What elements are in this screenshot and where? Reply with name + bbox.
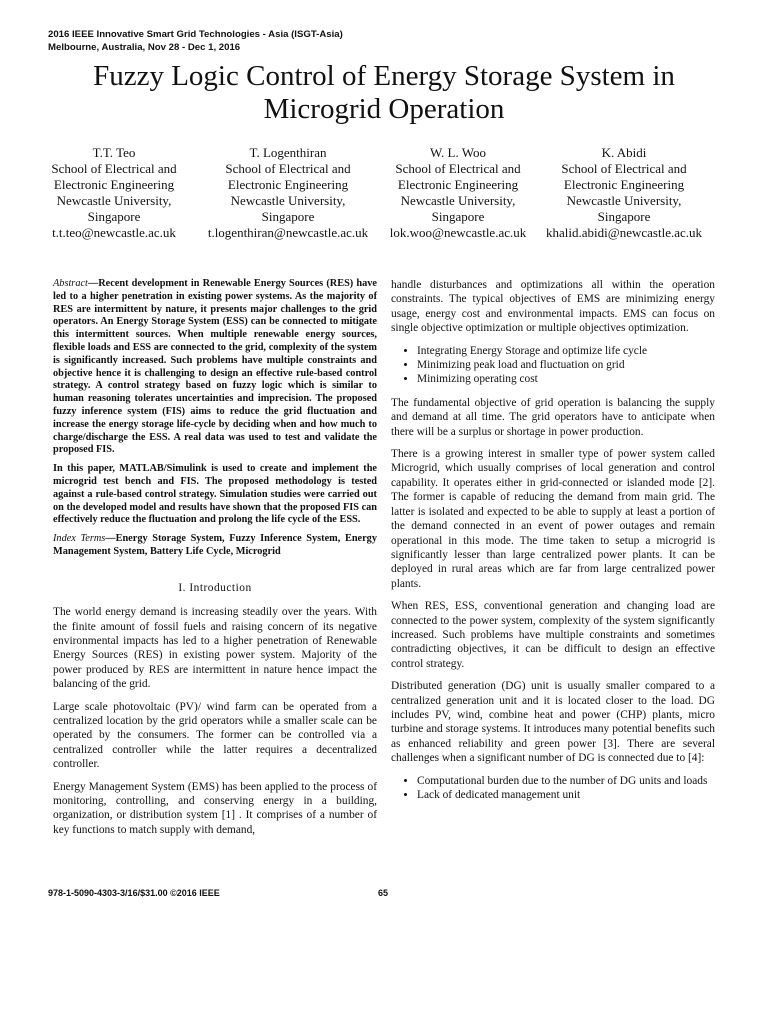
paper-title — [0, 60, 768, 126]
index-terms — [53, 533, 377, 559]
author-affiliation: Electronic Engineering — [53, 177, 175, 192]
author-email: khalid.abidi@newcastle.ac.uk — [546, 225, 702, 240]
author-affiliation: School of Electrical and — [225, 161, 351, 176]
index-terms-text: —Energy Storage System, Fuzzy Inference System, Energy Management System, Battery Life Cycle, Microgrid — [53, 533, 377, 557]
title-line-1: Fuzzy Logic Control of Energy Storage System in — [93, 60, 675, 92]
author-affiliation: Newcastle University, — [230, 193, 346, 208]
author-affiliation: Electronic Engineering — [397, 177, 519, 192]
author-email: t.t.teo@newcastle.ac.uk — [52, 225, 176, 240]
abstract-text: —Recent development in Renewable Energy Sources (RES) have led to a higher penetration in existing power systems. As the majority of RES are intermittent by nature, it presents major challenges to the grid operators. An Energy Storage System (ESS) can be connected to mitigate this intermittent sources. When multiple renewable energy sources, flexible loads and ESS are connected to the grid, complexity of the system is significantly increased. Such problems have multiple constraints and objective hence it is challenging to design an effective rule-based control strategy. A control strategy based on fuzzy logic which is similar to human reasoning tolerates uncertainties and imprecision. The proposed fuzzy inference system (FIS) aims to reduce the grid fluctuation and increase the energy storage life-cycle by deciding when and how much to charge/discharge the ESS. A real data was used to test and validate the proposed FIS. — [53, 278, 377, 456]
author-email: lok.woo@newcastle.ac.uk — [389, 225, 527, 240]
author-affiliation: Newcastle University, — [566, 193, 682, 208]
abstract-label: Abstract — [53, 278, 88, 289]
author-name: T.T. Teo — [92, 145, 136, 160]
author-affiliation: Singapore — [597, 209, 651, 224]
page-number: 65 — [378, 888, 389, 898]
author-affiliation: Singapore — [87, 209, 141, 224]
footer-isbn: 978-1-5090-4303-3/16/$31.00 ©2016 IEEE — [48, 888, 220, 898]
author-2 — [198, 145, 378, 241]
left-column — [53, 278, 377, 845]
section-heading-introduction: I. Introduction — [178, 581, 252, 594]
right-paragraph-1: handle disturbances and optimizations all within the operation constraints. The typical objectives of EMS are minimizing energy usage, energy cost and environmental impacts. EMS can focus on single objective optimization or multiple objectives optimization. — [391, 279, 715, 335]
abstract-paragraph-2: In this paper, MATLAB/Simulink is used to create and implement the microgrid test bench and FIS. The proposed methodology is tested against a rule-based control strategy. Simulation studies were carried out on the developed model and results have shown that the proposed FIS can effectively reduce the fluctuation and prolong the life cycle of the ESS. — [53, 463, 378, 526]
author-affiliation: Newcastle University, — [400, 193, 516, 208]
author-name: W. L. Woo — [429, 145, 486, 160]
list-item: • Integrating Energy Storage and optimize life cycle — [417, 344, 715, 358]
dg-challenges-list — [391, 774, 715, 803]
list-item: • Minimizing peak load and fluctuation on grid — [417, 358, 715, 372]
author-email: t.logenthiran@newcastle.ac.uk — [207, 225, 369, 240]
author-affiliation: Singapore — [431, 209, 485, 224]
author-name: K. Abidi — [601, 145, 647, 160]
list-item: • Minimizing operating cost — [417, 372, 715, 386]
list-item: • Lack of dedicated management unit — [417, 788, 715, 802]
author-affiliation: School of Electrical and — [51, 161, 177, 176]
author-affiliation: Singapore — [261, 209, 315, 224]
list-item: • Computational burden due to the number of DG units and loads — [417, 774, 715, 788]
author-affiliation: Electronic Engineering — [563, 177, 685, 192]
conference-header — [48, 29, 343, 54]
right-paragraph-4: When RES, ESS, conventional generation and changing load are connected to the power system, complexity of the system significantly increased. Such problems have multiple constraints and sometimes contradicting objectives, it can be difficult to design an effective control strategy. — [391, 600, 715, 670]
index-terms-label: Index Terms — [53, 533, 106, 545]
author-name: T. Logenthiran — [249, 145, 327, 160]
ems-objectives-list — [391, 344, 715, 387]
title-line-2: Microgrid Operation — [263, 93, 505, 125]
intro-paragraph-1: The world energy demand is increasing steadily over the years. With the finite amount of fossil fuels and raising concern of its negative environmental impacts has led to a higher penetration of Renewable Energy Sources (RES) in existing power system. Majority of the power produced by RES are intermittent in nature hence impact the balancing of the grid. — [53, 606, 377, 691]
abstract — [53, 278, 377, 457]
conference-line-2: Melbourne, Australia, Nov 28 - Dec 1, 2016 — [48, 41, 241, 53]
right-paragraph-5: Distributed generation (DG) unit is usually smaller compared to a centralized generation unit and it is located closer to the load. DG includes PV, wind, combine heat and power (CHP) plants, micro turbine and storage systems. It introduces many potential benefits such as enhanced reliability and green power [3]. There are several challenges when a significant number of DG is connected due to [4]: — [391, 680, 715, 765]
author-affiliation: Newcastle University, — [56, 193, 172, 208]
author-3 — [368, 145, 548, 241]
right-paragraph-3: There is a growing interest in smaller type of power system called Microgrid, which usually comprises of local generation and control capability. It operates either in grid-connected or islanded mode [2]. The former is capable of reducing the demand from main grid. The latter is isolated and expected to be able to supply at least a portion of the demand connected in an event of power outages and remain operational in this mode. The time taken to setup a microgrid is significantly lesser than large centralized power plants. It can be deployed in rural areas which are far from large centralized power plants. — [391, 448, 715, 590]
author-4 — [534, 145, 714, 241]
author-affiliation: School of Electrical and — [395, 161, 521, 176]
intro-paragraph-3: Energy Management System (EMS) has been applied to the process of monitoring, controlling, and conserving energy in a building, organization, or distribution system [1] . It comprises of a number of key functions to match supply with demand, — [53, 780, 377, 836]
right-paragraph-2: The fundamental objective of grid operation is balancing the supply and demand at all time. The grid operators have to anticipate when there will be a surplus or shortage in power production. — [391, 396, 715, 438]
right-column — [391, 278, 715, 811]
conference-line-1: 2016 IEEE Innovative Smart Grid Technologies - Asia (ISGT-Asia) — [48, 29, 343, 40]
author-affiliation: Electronic Engineering — [227, 177, 349, 192]
intro-paragraph-2: Large scale photovoltaic (PV)/ wind farm can be operated from a centralized location by the grid operators while a smaller scale can be operated by the consumers. The former can be controlled via a centralized controller while the latter requires a decentralized controller. — [53, 700, 377, 771]
author-affiliation: School of Electrical and — [561, 161, 687, 176]
author-1 — [24, 145, 204, 241]
